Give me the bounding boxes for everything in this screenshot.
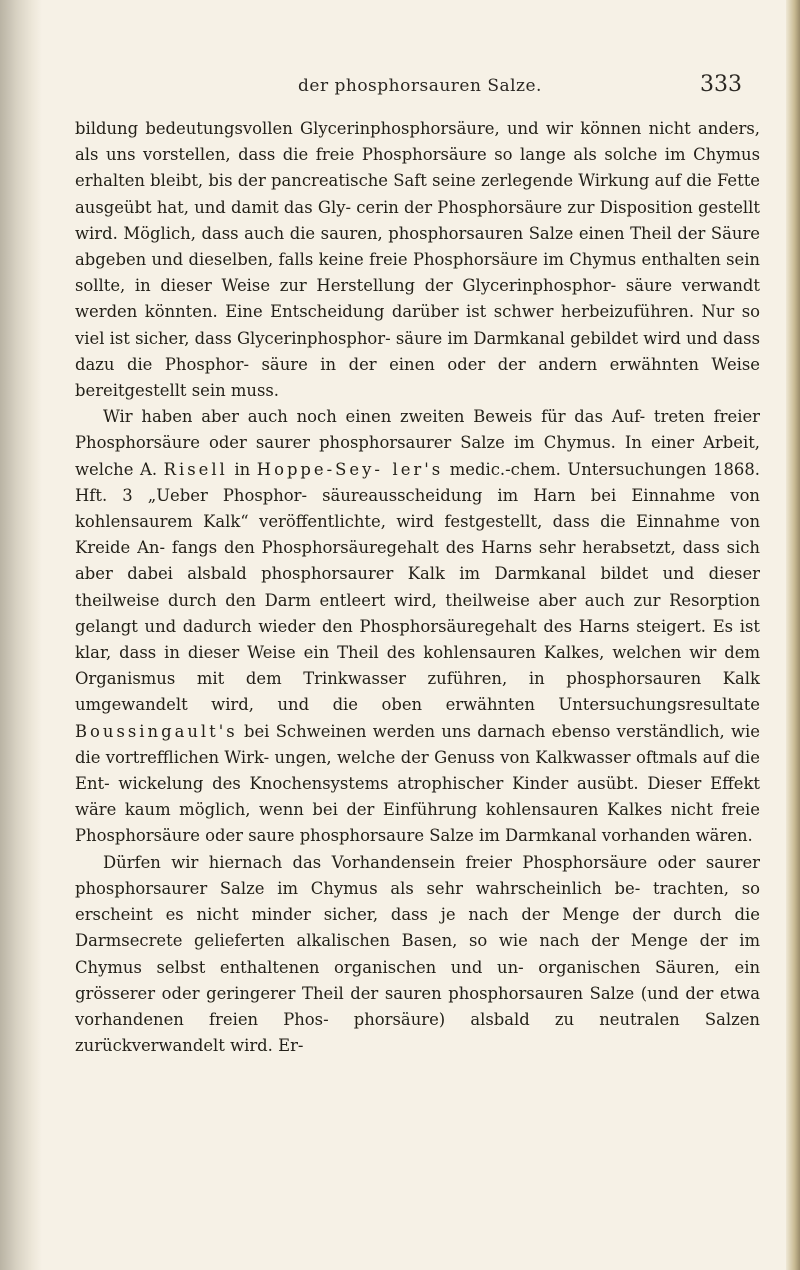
page-number: 333: [700, 72, 742, 97]
author-name-hoppe-seyler: Hoppe-Sey- ler's: [256, 459, 444, 479]
paragraph-3: Dürfen wir hiernach das Vorhandensein freier Phosphorsäure oder saurer phosphorsaurer Salze im Chymus als sehr wahrscheinlich be- trachten, so erscheint es nicht minder sicher, dass je nach der Menge der durch die Darmsecrete gelieferten alkalischen Basen, so wie nach der Menge der im Chymus selbst enthaltenen organischen und un- organischen Säuren, ein grösserer oder geringerer Theil der sauren phosphorsauren Salze (und der etwa vorhandenen freien Phos- phorsäure) alsbald zu neutralen Salzen zurückverwandelt wird. Er-: [75, 852, 760, 1056]
paragraph-2-text-3: medic.-chem. Untersuchungen 1868. Hft. 3 „Ueber Phosphor- säureausscheidung im Harn bei Einnahme von kohlensaurem Kalk“ veröffentlichte, wird festgestellt, dass die Einnahme von Kreide An- fangs den Phosphorsäuregehalt des Harns sehr herabsetzt, dass sich aber dabei alsbald phosphorsaurer Kalk im Darmkanal bildet und dieser theilweise durch den Darm entleert wird, theilweise aber auch zur Resorption gelangt und dadurch wieder den Phosphorsäuregehalt des Harns steigert. Es ist klar, dass in dieser Weise ein Theil des kohlensauren Kalkes, welchen wir dem Organismus mit dem Trinkwasser zuführen, in phosphorsauren Kalk umgewandelt wird, und die oben erwähnten Untersuchungsresultate: [75, 459, 760, 715]
paragraph-2-text-4: bei Schweinen werden uns darnach ebenso verständlich, wie die vortrefflichen Wirk- ungen, welche der Genuss von Kalkwasser oftmals auf die Ent- wickelung des Knochensystems atrophischer Kinder ausübt. Dieser Effekt wäre kaum möglich, wenn bei der Einführung kohlensauren Kalkes nicht freie Phosphorsäure oder saure phosphorsaure Salze im Darmkanal vorhanden wären.: [75, 721, 760, 846]
page-binding-shadow: [0, 0, 42, 1270]
page-header: [80, 70, 760, 104]
author-name-risell: Risell: [163, 459, 228, 479]
paragraph-2: [75, 404, 760, 849]
body-text: [75, 116, 760, 1059]
paragraph-1: bildung bedeutungsvollen Glycerinphosphorsäure, und wir können nicht anders, als uns vorstellen, dass die freie Phosphorsäure so lange als solche im Chymus erhalten bleibt, bis der pancreatische Saft seine zerlegende Wirkung auf die Fette ausgeübt hat, und damit das Gly- cerin der Phosphorsäure zur Disposition gestellt wird. Möglich, dass auch die sauren, phosphorsauren Salze einen Theil der Säure abgeben und dieselben, falls keine freie Phosphorsäure im Chymus enthalten sein sollte, in dieser Weise zur Herstellung der Glycerinphosphor- säure verwandt werden könnten. Eine Entscheidung darüber ist schwer herbeizuführen. Nur so viel ist sicher, dass Glycerinphosphor- säure im Darmkanal gebildet wird und dass dazu die Phosphor- säure in der einen oder der andern erwähnten Weise bereitgestellt sein muss.: [75, 119, 761, 401]
paragraph-2-text-2: in: [227, 459, 257, 479]
page-edge: [786, 0, 800, 1270]
author-name-boussingault: Boussingault's: [75, 721, 238, 741]
paragraph-2-text-1: Wir haben aber auch noch einen zweiten Beweis für das Auf- treten freier Phosphorsäure oder saurer phosphorsaurer Salze im Chymus. In einer Arbeit, welche A.: [75, 407, 760, 479]
running-title: der phosphorsauren Salze.: [298, 76, 542, 96]
